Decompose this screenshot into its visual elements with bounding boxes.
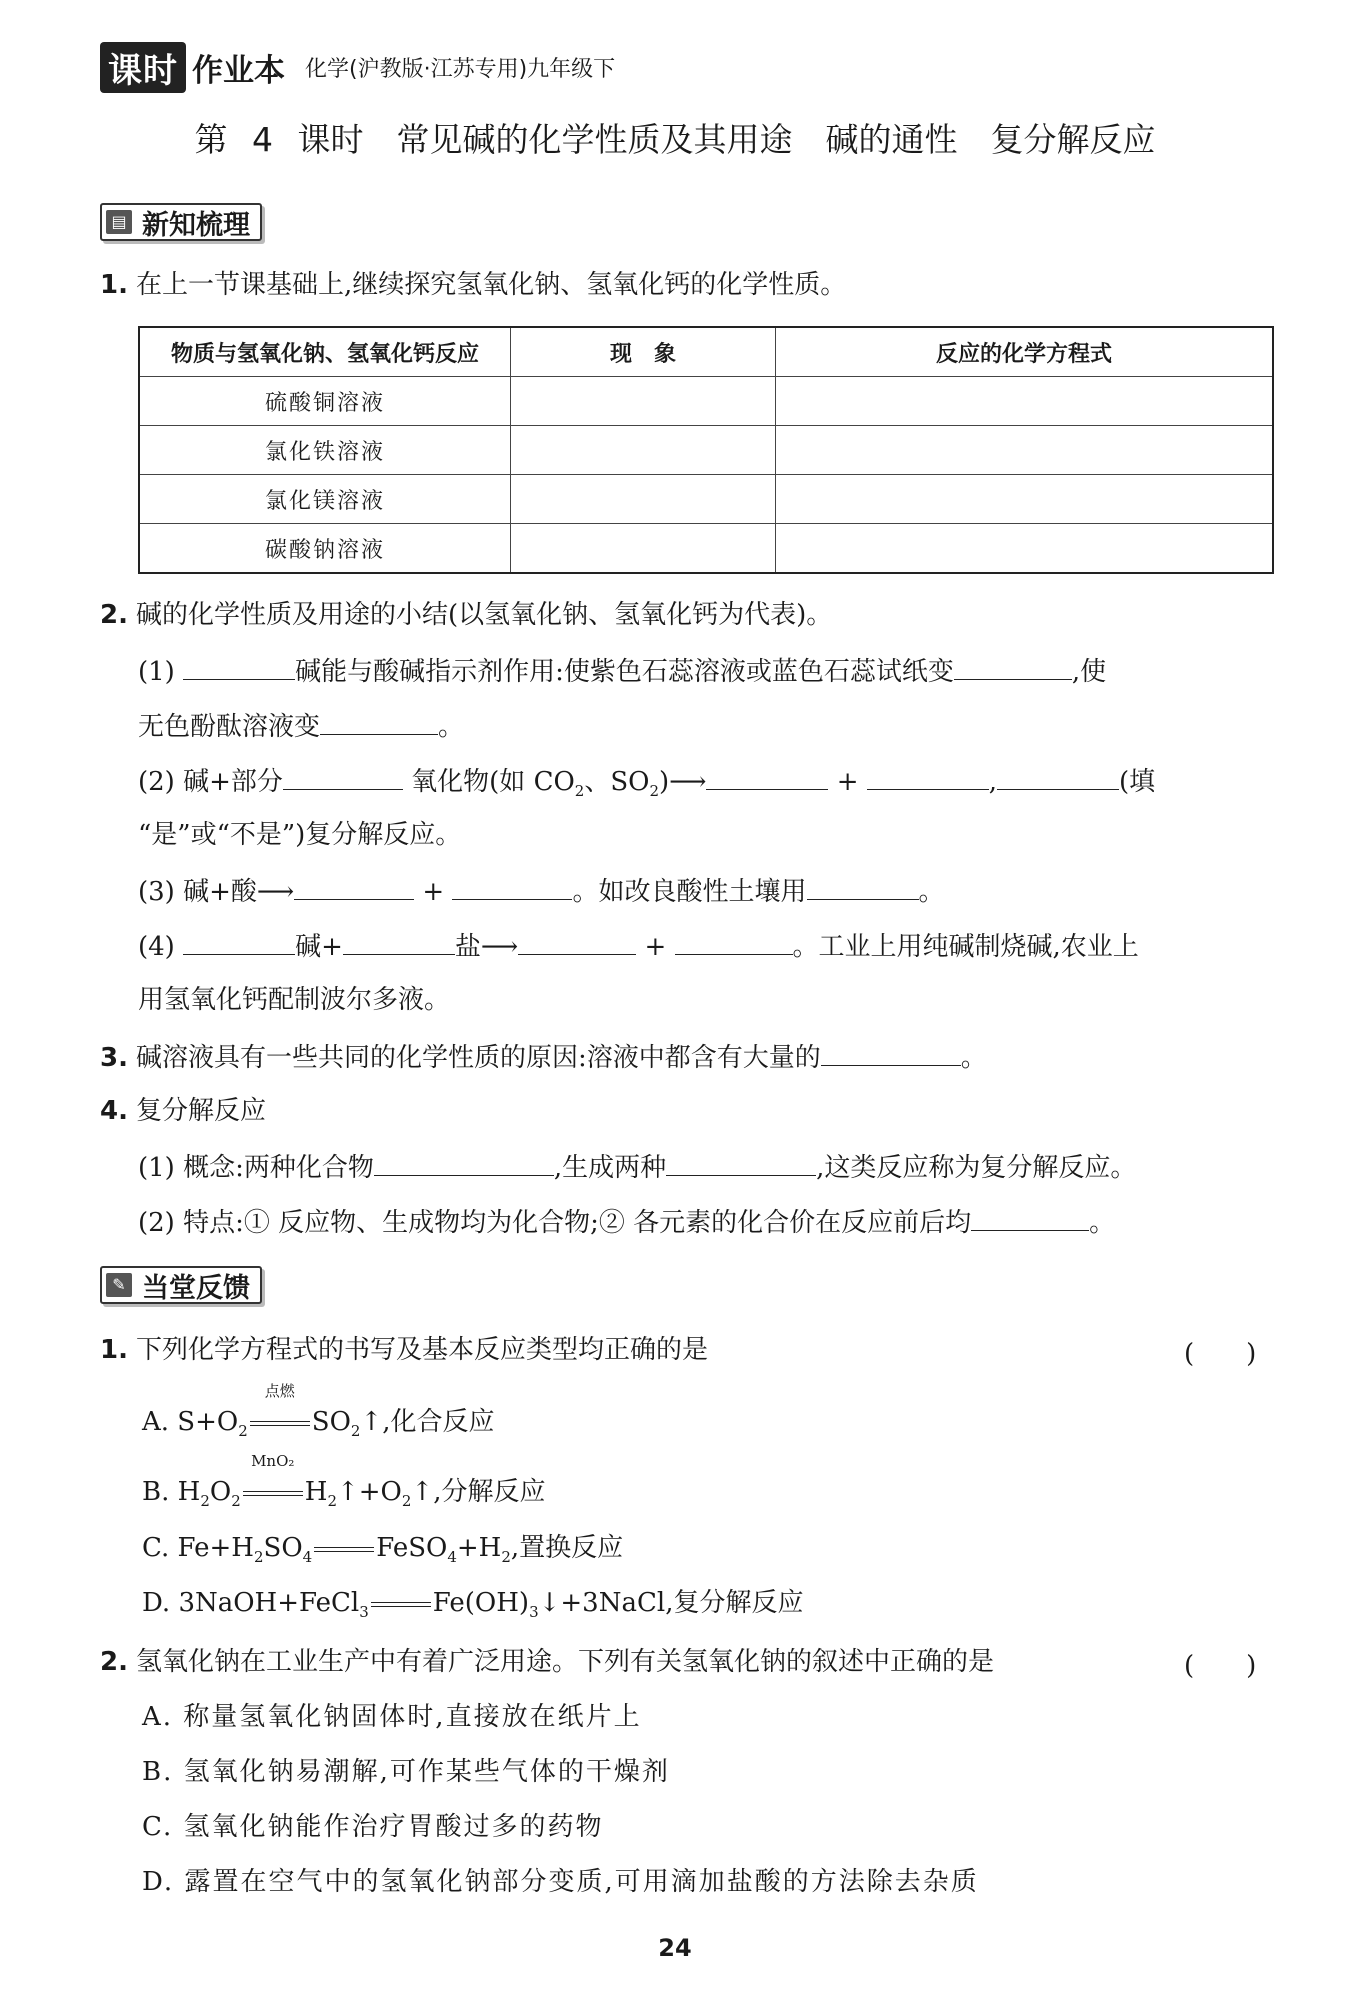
question-number: 2. [100, 1647, 128, 1677]
question-1 [100, 268, 846, 302]
feedback-question-1 [100, 1333, 708, 1367]
answer-blank[interactable] [374, 1149, 554, 1176]
book-icon: ▤ [106, 210, 132, 234]
question-text: 在上一节课基础上,继续探究氢氧化钠、氢氧化钙的化学性质。 [136, 270, 847, 300]
answer-cell[interactable] [511, 524, 776, 574]
question-text: 氢氧化钠在工业生产中有着广泛用途。下列有关氢氧化钠的叙述中正确的是 [136, 1647, 995, 1677]
brand-logo-word: 作业本 [192, 52, 285, 89]
option-b[interactable]: B. 氢氧化钠易潮解,可作某些气体的干燥剂 [142, 1757, 670, 1787]
answer-blank[interactable] [867, 763, 989, 790]
answer-cell[interactable] [511, 426, 776, 475]
reaction-condition: 点燃 [248, 1405, 312, 1439]
option-c[interactable]: C. 氢氧化钠能作治疗胃酸过多的药物 [142, 1812, 604, 1842]
answer-blank[interactable] [294, 873, 414, 900]
table-header-row [139, 327, 1273, 377]
subject-label: 化学(沪教版·江苏专用)九年级下 [305, 56, 616, 82]
section-header-new-knowledge [100, 203, 262, 241]
answer-paren[interactable]: ( ) [1184, 1651, 1257, 1681]
pencil-icon: ✎ [106, 1273, 132, 1297]
answer-blank[interactable] [452, 873, 572, 900]
lesson-title: 第 4 课时 常见碱的化学性质及其用途 碱的通性 复分解反应 [194, 120, 1156, 159]
table-header-cell: 反应的化学方程式 [776, 327, 1274, 377]
answer-blank[interactable] [807, 873, 919, 900]
question-2-part-1: (1) 碱能与酸碱指示剂作用:使紫色石蕊溶液或蓝色石蕊试纸变 ,使 [138, 653, 1106, 689]
reaction-table [138, 326, 1274, 574]
table-cell: 氯化镁溶液 [139, 475, 511, 524]
option-d[interactable]: D. 3NaOH+FeCl$_3$ $Fe(OH)_3↓+3NaCl$,复分解反应 [142, 1588, 804, 1622]
question-2-part-4-cont: 用氢氧化钙配制波尔多液。 [138, 985, 451, 1015]
option-a[interactable]: A. $S+O_2$ 点燃 $SO_2↑$,化合反应 [142, 1382, 495, 1441]
question-text: 下列化学方程式的书写及基本反应类型均正确的是 [136, 1335, 709, 1365]
reaction-condition [369, 1586, 433, 1620]
question-2-part-3: (3) 碱+酸⟶ + 。如改良酸性土壤用 。 [138, 873, 945, 909]
question-text: 碱的化学性质及用途的小结(以氢氧化钠、氢氧化钙为代表)。 [136, 600, 833, 630]
question-2-part-2-cont: “是”或“不是”)复分解反应。 [138, 820, 462, 850]
question-number: 4. [100, 1096, 128, 1126]
question-number: 1. [100, 1335, 128, 1365]
question-2-part-4: (4) 碱+ 盐⟶ + 。工业上用纯碱制烧碱,农业上 [138, 928, 1139, 964]
page-header [100, 44, 615, 90]
answer-blank[interactable] [343, 928, 455, 955]
answer-blank[interactable] [183, 928, 295, 955]
question-2-part-1-cont: 无色酚酞溶液变 。 [138, 708, 464, 744]
question-number: 3. [100, 1043, 128, 1073]
table-header-cell: 现 象 [511, 327, 776, 377]
answer-blank[interactable] [821, 1039, 961, 1066]
question-4 [100, 1094, 266, 1128]
option-c[interactable]: C. $Fe+H_2SO_4$ $FeSO_4+H_2$,置换反应 [142, 1533, 624, 1567]
answer-cell[interactable] [776, 524, 1274, 574]
question-number: 1. [100, 270, 128, 300]
table-row [139, 426, 1273, 475]
answer-blank[interactable] [518, 928, 636, 955]
section-label: 新知梳理 [142, 209, 250, 241]
answer-blank[interactable] [971, 1204, 1089, 1231]
table-header-cell: 物质与氢氧化钠、氢氧化钙反应 [139, 327, 511, 377]
table-cell: 碳酸钠溶液 [139, 524, 511, 574]
table-row [139, 377, 1273, 426]
section-header-feedback [100, 1266, 262, 1304]
answer-cell[interactable] [776, 426, 1274, 475]
question-3: 3. 碱溶液具有一些共同的化学性质的原因:溶液中都含有大量的 。 [100, 1039, 987, 1075]
answer-cell[interactable] [776, 377, 1274, 426]
answer-blank[interactable] [706, 763, 828, 790]
answer-blank[interactable] [997, 763, 1119, 790]
question-4-part-1: (1) 概念:两种化合物 ,生成两种 ,这类反应称为复分解反应。 [138, 1149, 1136, 1185]
answer-cell[interactable] [511, 377, 776, 426]
table-row [139, 475, 1273, 524]
question-2-part-2: (2) 碱+部分 氧化物(如 $CO_2$、$SO_2)⟶$ + , (填 [138, 763, 1155, 808]
answer-cell[interactable] [776, 475, 1274, 524]
table-cell: 氯化铁溶液 [139, 426, 511, 475]
option-a[interactable]: A. 称量氢氧化钠固体时,直接放在纸片上 [142, 1702, 642, 1732]
table-cell: 硫酸铜溶液 [139, 377, 511, 426]
question-4-part-2: (2) 特点:① 反应物、生成物均为化合物;② 各元素的化合价在反应前后均 。 [138, 1204, 1115, 1240]
answer-cell[interactable] [511, 475, 776, 524]
brand-logo-box: 课时 [100, 42, 186, 93]
reaction-condition [312, 1531, 376, 1565]
option-b[interactable]: B. $H_2O_2$ MnO₂ $H_2↑+O_2↑$,分解反应 [142, 1452, 546, 1511]
section-label: 当堂反馈 [142, 1272, 250, 1304]
answer-blank[interactable] [675, 928, 793, 955]
answer-blank[interactable] [954, 653, 1072, 680]
question-text: 碱溶液具有一些共同的化学性质的原因:溶液中都含有大量的 [136, 1043, 821, 1073]
answer-paren[interactable]: ( ) [1184, 1339, 1257, 1369]
answer-blank[interactable] [283, 763, 403, 790]
reaction-condition: MnO₂ [241, 1475, 305, 1509]
answer-blank[interactable] [183, 653, 295, 680]
page-number: 24 [658, 1934, 692, 1962]
feedback-question-2 [100, 1645, 994, 1679]
option-d[interactable]: D. 露置在空气中的氢氧化钠部分变质,可用滴加盐酸的方法除去杂质 [142, 1867, 979, 1897]
question-text: 复分解反应 [136, 1096, 267, 1126]
table-row [139, 524, 1273, 574]
question-2 [100, 598, 832, 632]
question-number: 2. [100, 600, 128, 630]
answer-blank[interactable] [666, 1149, 816, 1176]
answer-blank[interactable] [320, 708, 438, 735]
